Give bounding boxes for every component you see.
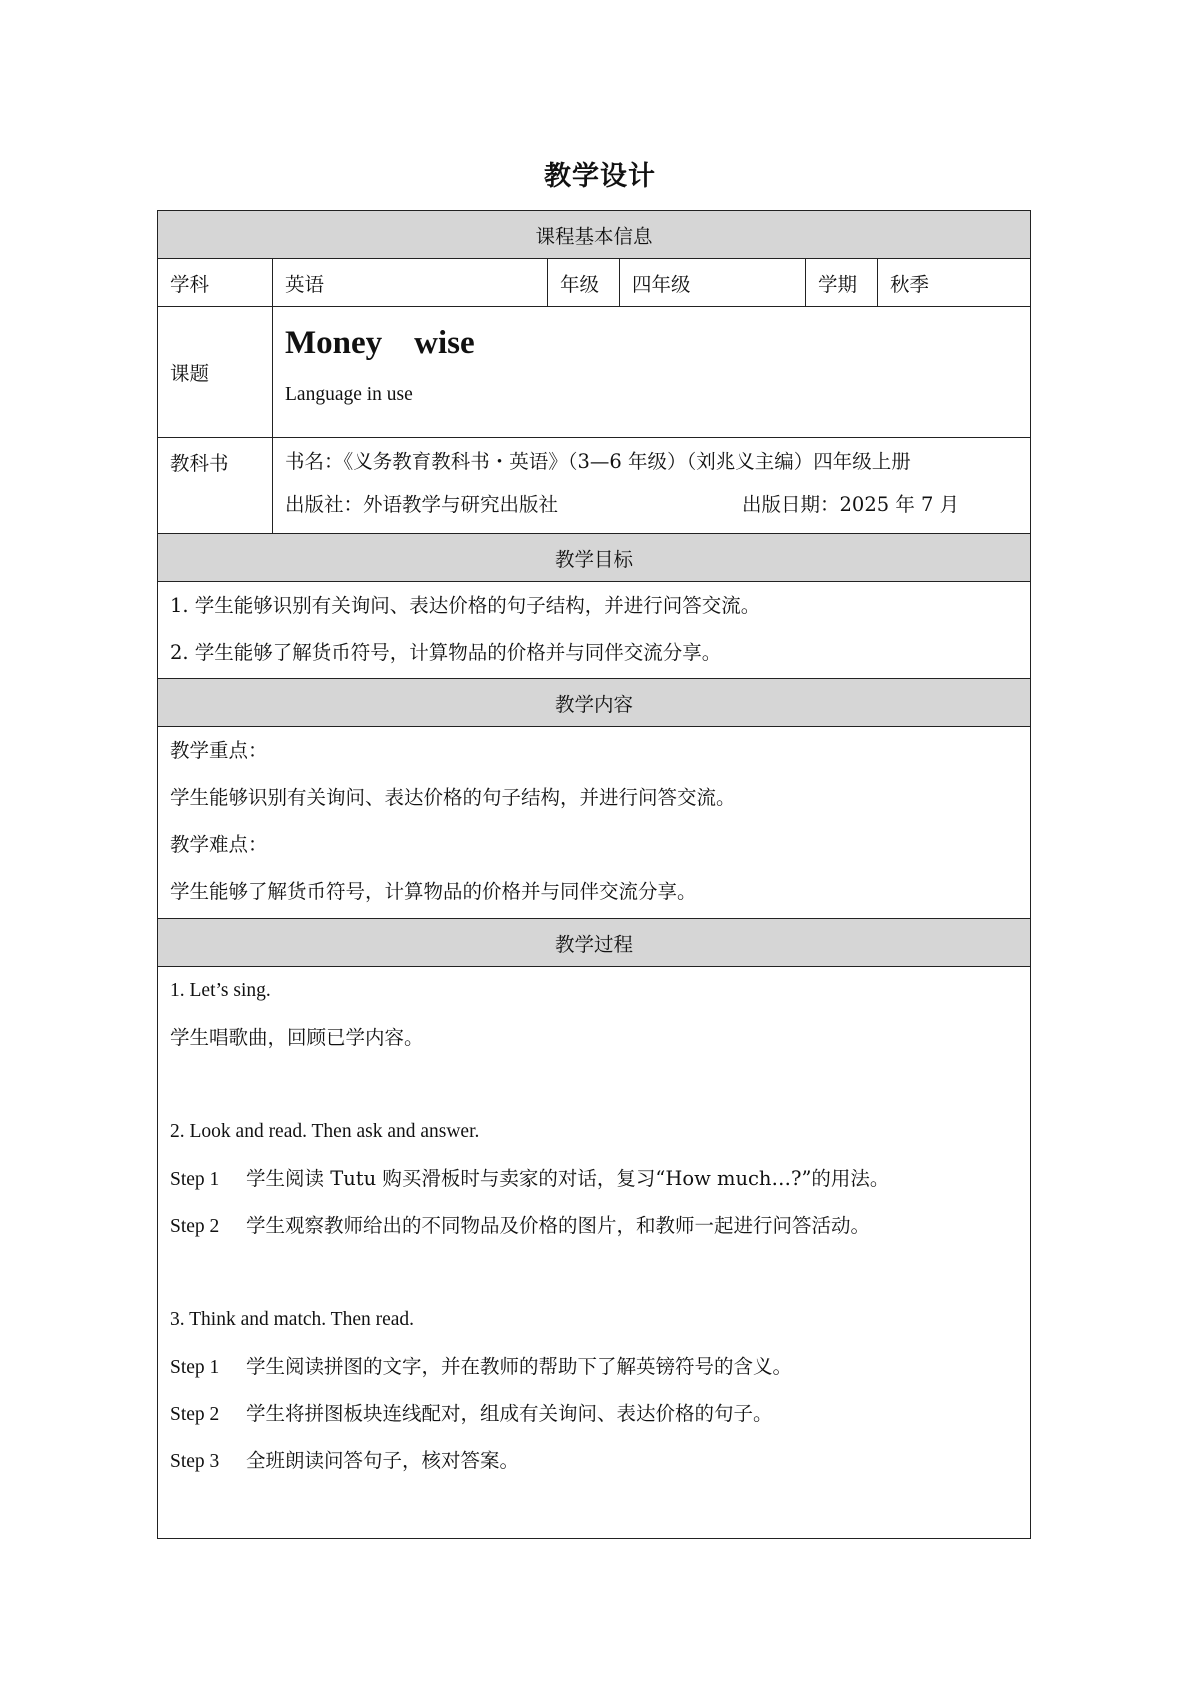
- textbook-content: [273, 438, 1030, 533]
- activity-step: [170, 1447, 1018, 1494]
- activity-title: 2. Look and read. Then ask and answer.: [170, 1121, 480, 1142]
- topic-subtitle: Language in use: [285, 384, 413, 405]
- term-label: 学期: [806, 259, 878, 306]
- book-name: 书名：《义务教育教科书・英语》（3—6 年级）（刘兆义主编）四年级上册: [285, 450, 911, 473]
- basic-info-row: [158, 259, 1030, 307]
- spacer: [170, 1259, 1018, 1306]
- term-value: 秋季: [890, 272, 930, 296]
- process-body: [158, 967, 1030, 1538]
- step-text: 全班朗读问答句子，核对答案。: [246, 1449, 520, 1472]
- topic-content: [273, 307, 1030, 437]
- step-label: Step 2: [170, 1404, 220, 1425]
- step-text: 学生将拼图板块连线配对，组成有关询问、表达价格的句子。: [246, 1402, 773, 1425]
- step-label: Step 3: [170, 1451, 220, 1472]
- publish-date: 出版日期：2025 年 7 月: [742, 492, 960, 516]
- grade-value: 四年级: [620, 259, 806, 306]
- activity-title: 1. Let’s sing.: [170, 980, 271, 1001]
- content-row: [158, 727, 1030, 919]
- goals-header: 教学目标: [158, 534, 1030, 582]
- step-text: 学生阅读拼图的文字，并在教师的帮助下了解英镑符号的含义。: [246, 1355, 793, 1378]
- step-label: Step 1: [170, 1357, 220, 1378]
- activity-text: 学生唱歌曲，回顾已学内容。: [170, 1026, 424, 1049]
- document-title: 教学设计: [544, 161, 656, 192]
- topic-title: [285, 325, 475, 362]
- grade-label: 年级: [548, 259, 620, 306]
- topic-row: [158, 307, 1030, 438]
- difficult-points-text: 学生能够了解货币符号，计算物品的价格并与同伴交流分享。: [170, 880, 697, 903]
- process-header: 教学过程: [158, 919, 1030, 967]
- goal-item: 2. 学生能够了解货币符号，计算物品的价格并与同伴交流分享。: [170, 641, 722, 664]
- goal-item: 1. 学生能够识别有关询问、表达价格的句子结构，并进行问答交流。: [170, 594, 761, 617]
- activity-step: [170, 1353, 1018, 1400]
- spacer: [170, 1071, 1018, 1118]
- goals-content: [158, 582, 1030, 678]
- subject-label: 学科: [158, 259, 273, 306]
- textbook-row: [158, 438, 1030, 534]
- subject-value: 英语: [273, 259, 548, 306]
- publisher: 出版社：外语教学与研究出版社: [285, 492, 559, 516]
- process-row: [158, 967, 1030, 1538]
- lesson-plan-table: [157, 210, 1031, 1539]
- content-header: 教学内容: [158, 679, 1030, 727]
- textbook-label: 教科书: [158, 438, 273, 533]
- goals-row: [158, 582, 1030, 679]
- difficult-points-label: 教学难点：: [170, 833, 268, 856]
- topic-title-word1: Money: [285, 325, 383, 361]
- activity-step: [170, 1212, 1018, 1259]
- key-points-label: 教学重点：: [170, 739, 268, 762]
- topic-title-word2: wise: [414, 325, 475, 361]
- step-label: Step 2: [170, 1216, 220, 1237]
- step-label: Step 1: [170, 1169, 220, 1190]
- step-text: 学生阅读 Tutu 购买滑板时与卖家的对话，复习“How much…?”的用法。: [246, 1167, 890, 1190]
- activity-step: [170, 1400, 1018, 1447]
- topic-label: 课题: [158, 307, 273, 437]
- activity-title: 3. Think and match. Then read.: [170, 1309, 415, 1330]
- key-points-text: 学生能够识别有关询问、表达价格的句子结构，并进行问答交流。: [170, 786, 736, 809]
- content-body: [158, 727, 1030, 918]
- step-text: 学生观察教师给出的不同物品及价格的图片，和教师一起进行问答活动。: [246, 1214, 871, 1237]
- basic-info-header: 课程基本信息: [158, 211, 1030, 259]
- publish-info: [285, 491, 1018, 534]
- activity-step: [170, 1165, 1018, 1212]
